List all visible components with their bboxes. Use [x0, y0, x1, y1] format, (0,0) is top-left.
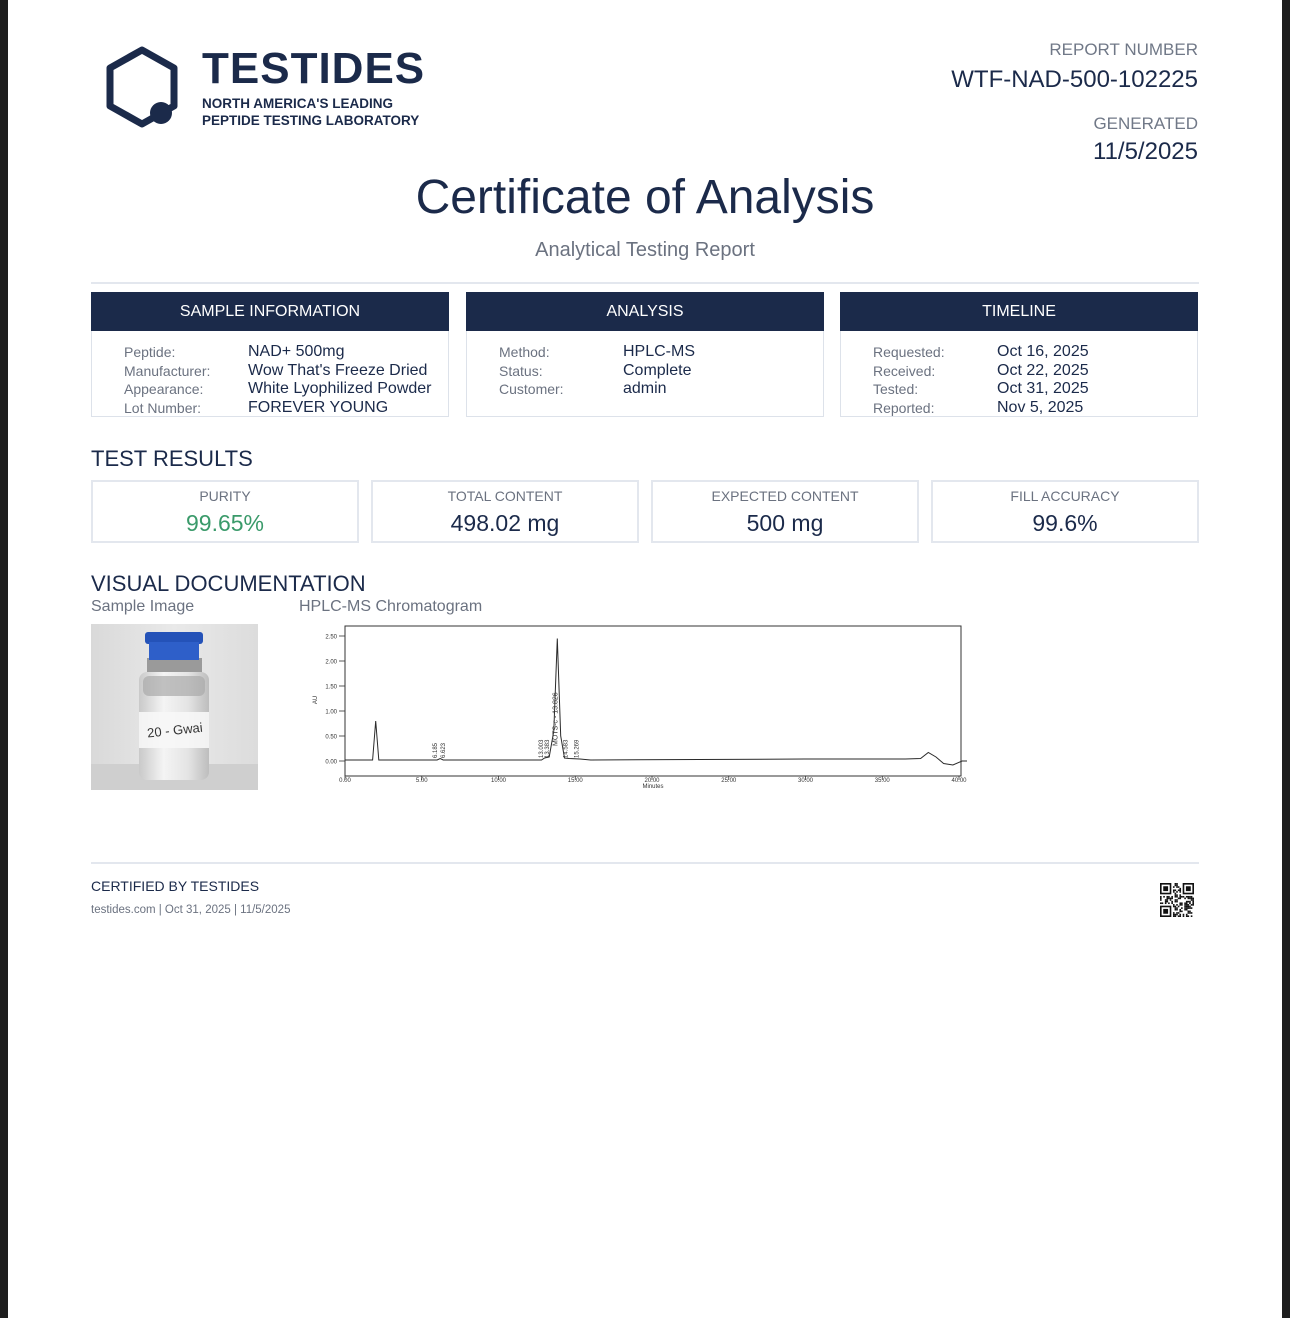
sample-info-key: Peptide: [124, 344, 176, 360]
fill-accuracy-label: FILL ACCURACY [1010, 488, 1120, 504]
timeline-heading: TIMELINE [840, 292, 1198, 331]
analysis-value: Complete [623, 361, 692, 379]
sample-info-value: Wow That's Freeze Dried [248, 361, 428, 379]
analysis-value: admin [623, 380, 667, 398]
generated-block [1093, 114, 1198, 166]
visual-documentation-heading: VISUAL DOCUMENTATION [91, 571, 366, 596]
peak-label: 13.383 [545, 739, 552, 758]
hplc-chromatogram [299, 624, 967, 790]
testides-logo [104, 44, 450, 134]
analysis-row [499, 380, 667, 399]
tagline-line-2: PEPTIDE TESTING LABORATORY [202, 113, 420, 128]
timeline-value: Nov 5, 2025 [997, 398, 1084, 416]
timeline-value: Oct 16, 2025 [997, 343, 1089, 360]
timeline-list [873, 343, 1089, 417]
sample-info-row [124, 361, 428, 381]
analysis-value: HPLC-MS [623, 343, 696, 360]
page-title: Certificate of Analysis [415, 171, 875, 224]
report-number-label: REPORT NUMBER [1049, 40, 1198, 59]
sample-image-label: Sample Image [91, 598, 195, 615]
y-tick-label: 1.00 [325, 709, 337, 716]
analysis-row [499, 343, 696, 362]
x-tick-label: 15.00 [567, 778, 583, 784]
peak-label: 6.185 [433, 742, 440, 758]
timeline-key: Received: [873, 362, 936, 379]
timeline-row [873, 398, 1084, 418]
timeline-row [873, 380, 1089, 399]
report-number: WTF-NAD-500-102225 [951, 66, 1198, 93]
total-content-label: TOTAL CONTENT [447, 488, 563, 504]
y-tick-label: 2.50 [325, 634, 337, 641]
purity-label: PURITY [199, 488, 251, 504]
expected-content-card [651, 480, 919, 543]
brand-name: TESTIDES [202, 44, 426, 93]
y-axis-label: AU [313, 695, 319, 705]
analysis-key: Method: [499, 344, 550, 360]
x-tick-label: 35.00 [874, 778, 890, 784]
sample-information-heading: SAMPLE INFORMATION [91, 292, 449, 331]
fill-accuracy-value: 99.6% [1032, 510, 1098, 536]
purity-card [91, 480, 359, 543]
x-axis-label: Minutes [642, 784, 664, 790]
analysis-heading: ANALYSIS [466, 292, 824, 331]
hexagon-logo-icon [104, 44, 184, 130]
peak-label: MOTS-c - 13.826 [552, 692, 560, 746]
brand-tagline [202, 95, 419, 129]
vial-label-text: 20 - Gwai [146, 719, 204, 741]
x-tick-label: 25.00 [721, 778, 737, 784]
footer-divider [91, 862, 1199, 864]
analysis-panel [466, 292, 824, 417]
x-tick-label: 40.00 [951, 778, 967, 784]
qr-code-icon [1160, 883, 1194, 917]
test-results-heading: TEST RESULTS [91, 446, 253, 471]
peak-label: 13.003 [539, 739, 546, 758]
chromatogram-label: HPLC-MS Chromatogram [299, 598, 483, 615]
sample-info-value: White Lyophilized Powder [248, 380, 432, 398]
x-tick-label: 10.00 [490, 778, 507, 784]
timeline-row [873, 361, 1089, 381]
y-tick-label: 1.50 [325, 684, 337, 691]
sample-information-list [124, 343, 432, 417]
tagline-line-1: NORTH AMERICA'S LEADING [202, 96, 393, 111]
certified-by: CERTIFIED BY TESTIDES [91, 878, 260, 894]
fill-accuracy-card [931, 480, 1199, 543]
purity-value: 99.65% [185, 510, 264, 536]
report-number-block [951, 40, 1198, 94]
timeline-key: Reported: [873, 399, 935, 416]
generated-label: GENERATED [1093, 114, 1198, 133]
analysis-row [499, 361, 692, 381]
sample-vial-photo [91, 624, 258, 790]
analysis-key: Customer: [499, 381, 564, 398]
x-tick-label: 30.00 [797, 778, 814, 784]
peak-label: 15.269 [574, 739, 581, 758]
x-tick-label: 5.00 [415, 778, 428, 784]
timeline-value: Oct 31, 2025 [997, 380, 1089, 398]
x-tick-label: 20.00 [644, 778, 660, 784]
timeline-key: Tested: [873, 381, 919, 398]
total-content-value: 498.02 mg [450, 510, 560, 536]
sample-info-row [124, 398, 389, 418]
sample-info-key: Appearance: [124, 381, 204, 398]
analysis-key: Status: [499, 362, 543, 379]
x-tick-label: 0.00 [339, 778, 351, 784]
sample-info-key: Manufacturer: [124, 362, 211, 379]
page-subtitle: Analytical Testing Report [535, 239, 755, 261]
analysis-list [499, 343, 696, 399]
y-tick-label: 0.50 [325, 734, 337, 741]
footer-meta: testides.com | Oct 31, 2025 | 11/5/2025 [91, 904, 291, 916]
header-divider [91, 282, 1199, 284]
sample-info-value: NAD+ 500mg [248, 343, 345, 360]
expected-content-label: EXPECTED CONTENT [711, 488, 859, 504]
generated-date: 11/5/2025 [1093, 138, 1198, 165]
timeline-value: Oct 22, 2025 [997, 361, 1089, 379]
total-content-card [371, 480, 639, 543]
sample-info-row [124, 343, 345, 362]
expected-content-value: 500 mg [746, 510, 824, 536]
sample-info-value: FOREVER YOUNG [248, 398, 389, 416]
y-tick-label: 2.00 [325, 659, 337, 666]
timeline-panel [840, 292, 1198, 417]
timeline-row [873, 343, 1089, 362]
sample-info-key: Lot Number: [124, 399, 202, 416]
peak-label: 14.583 [563, 739, 570, 758]
sample-info-row [124, 380, 432, 399]
timeline-key: Requested: [873, 344, 945, 360]
peak-label: 6.623 [440, 742, 447, 758]
sample-information-panel [91, 292, 449, 417]
y-tick-label: 0.00 [325, 759, 337, 766]
